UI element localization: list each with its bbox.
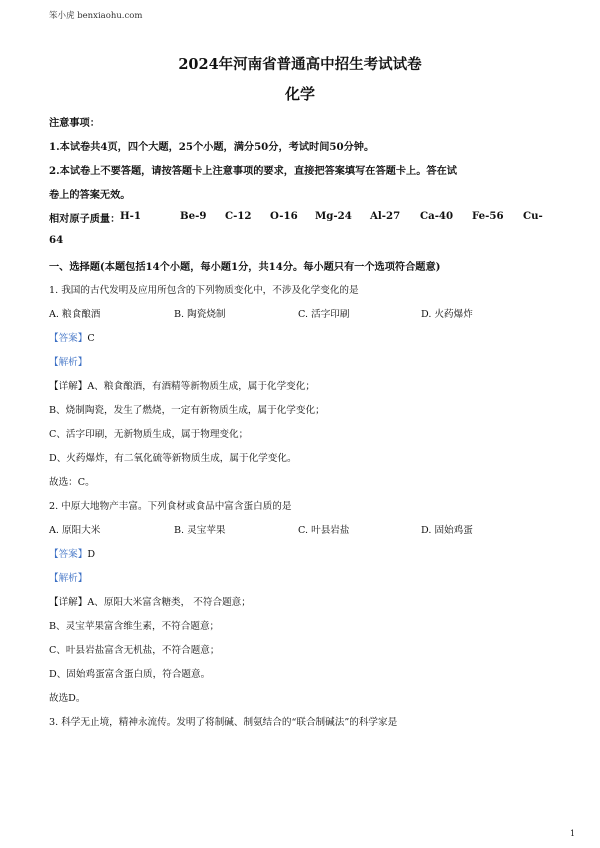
q1-option-a: A. 粮食酿酒 [49,309,101,320]
notice-item-2-line-2: 卷上的答案无效。 [49,189,131,201]
q1-option-b: B. 陶瓷烧制 [174,309,226,320]
q2-answer-value: D [87,549,96,560]
q1-answer [49,330,95,344]
q1-detail-tag: 【详解】 [49,381,88,392]
atomic-mass-al: Al-27 [370,210,401,222]
atomic-mass-mg: Mg-24 [315,210,352,222]
q2-conclusion: 故选D。 [49,693,86,704]
q2-answer-tag: 【答案】 [49,549,88,560]
q1-detail-text: A、粮食酿酒，有酒精等新物质生成，属于化学变化； [87,381,315,392]
q2-detail-3: C、叶县岩盐富含无机盐，不符合题意； [49,645,220,656]
q2-detail-2: B、灵宝苹果富含维生素，不符合题意； [49,621,220,632]
notice-item-2-line-1: 2.本试卷上不要答题，请按答题卡上注意事项的要求，直接把答案填写在答题卡上。答在试 [49,165,457,177]
q2-detail-text: A、原阳大米富含糖类， 不符合题意； [87,597,251,608]
q3-stem: 3. 科学无止境，精神永流传。发明了将制碱、制氨结合的“联合制碱法”的科学家是 [49,717,398,728]
atomic-mass-fe: Fe-56 [472,210,504,222]
q2-detail-tag: 【详解】 [49,597,88,608]
notice-heading: 注意事项： [49,117,100,129]
atomic-mass-cu-value: 64 [49,234,64,246]
q2-stem: 2. 中原大地物产丰富。下列食材或食品中富含蛋白质的是 [49,501,292,512]
atomic-mass-h: H-1 [120,210,141,222]
q1-analysis-tag: 【解析】 [49,357,88,368]
q2-answer [49,546,95,560]
exam-title: 2024年河南省普通高中招生考试试卷 [178,56,422,73]
q1-detail-1 [49,378,315,392]
q2-analysis-tag: 【解析】 [49,573,88,584]
q1-conclusion: 故选：C。 [49,477,95,488]
subject-title: 化学 [284,85,315,103]
q2-option-d: D. 固始鸡蛋 [421,525,473,536]
q1-detail-2: B、烧制陶瓷，发生了燃烧，一定有新物质生成，属于化学变化； [49,405,325,416]
q2-detail-4: D、固始鸡蛋富含蛋白质，符合题意。 [49,669,211,680]
q2-option-c: C. 叶县岩盐 [298,525,350,536]
section-1-heading: 一、选择题(本题包括14个小题，每小题1分，共14分。每小题只有一个选项符合题意) [49,261,441,273]
atomic-mass-label: 相对原子质量： [49,213,121,225]
atomic-mass-c: C-12 [225,210,252,222]
q2-option-a: A. 原阳大米 [49,525,101,536]
atomic-mass-cu: Cu- [523,210,543,222]
q1-answer-value: C [87,333,95,344]
page-number: 1 [570,829,576,838]
notice-item-1: 1.本试卷共4页，四个大题，25个小题，满分50分，考试时间50分钟。 [49,141,375,153]
q1-detail-3: C、活字印刷，无新物质生成，属于物理变化； [49,429,249,440]
q1-stem: 1. 我国的古代发明及应用所包含的下列物质变化中，不涉及化学变化的是 [49,285,359,296]
atomic-mass-o: O-16 [270,210,298,222]
atomic-mass-ca: Ca-40 [420,210,454,222]
q1-detail-4: D、火药爆炸，有二氧化硫等新物质生成，属于化学变化。 [49,453,297,464]
q1-option-d: D. 火药爆炸 [421,309,473,320]
q1-option-c: C. 活字印刷 [298,309,350,320]
q2-detail-1 [49,594,251,608]
q2-option-b: B. 灵宝苹果 [174,525,226,536]
page-header: 笨小虎 benxiaohu.com [49,11,143,21]
atomic-mass-be: Be-9 [180,210,207,222]
q1-answer-tag: 【答案】 [49,333,88,344]
